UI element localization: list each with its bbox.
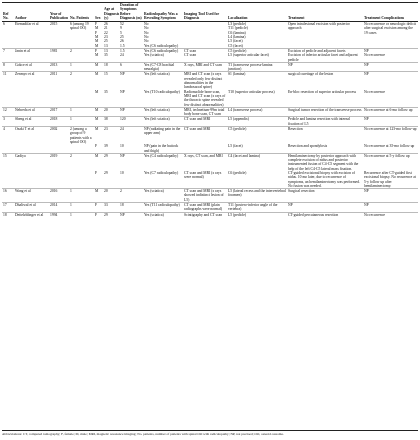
table-cell: 2016 bbox=[49, 189, 69, 203]
table-row bbox=[2, 171, 418, 189]
column-header: Imaging Tool Used for Diagnosis bbox=[183, 3, 227, 22]
column-header: Duration of Symptoms Before Diagnosis (m) bbox=[120, 3, 142, 20]
table-cell: Pedicle and lamina resection with internal fixation of L5 bbox=[287, 117, 363, 127]
table-cell: L3 (pedicle) T11 (pedicle) C6 (lamina) L4 (lamina) L5 (facet) C5 (facet) bbox=[228, 22, 248, 48]
table-cell: Nebreda et al bbox=[14, 107, 49, 117]
table-cell: L5 (superior articular facet) bbox=[228, 53, 269, 58]
table-cell: 2 bbox=[69, 48, 94, 53]
table-cell: NP (radiating pain in the upper arm) bbox=[143, 127, 183, 145]
table-cell: C5 (pedicle) bbox=[227, 127, 287, 145]
table-cell: NP bbox=[363, 117, 418, 127]
table-cell: No recurrence bbox=[364, 53, 385, 58]
table-cell: C4 (facet and lamina) bbox=[227, 153, 287, 171]
table-cell: 1 bbox=[69, 203, 94, 213]
table-cell: 120 bbox=[119, 117, 143, 127]
table-cell: M bbox=[95, 53, 99, 58]
literature-review-table bbox=[2, 2, 418, 217]
table-cell: NP bbox=[363, 62, 418, 72]
table-cell bbox=[2, 171, 14, 189]
table-cell: Surgical tumor resection of the transverse process bbox=[287, 107, 363, 117]
table-row bbox=[2, 90, 418, 108]
table-body bbox=[2, 22, 418, 217]
table-cell bbox=[2, 90, 14, 108]
table-cell: Zenmyo et al bbox=[14, 72, 49, 90]
table-cell: En-bloc resection of superior articular process bbox=[288, 89, 357, 94]
column-header: Treatment bbox=[287, 3, 363, 22]
column-header: No. Patients bbox=[69, 3, 94, 22]
column-header: Year of Publication bbox=[49, 3, 69, 22]
table-cell: 24 bbox=[119, 127, 143, 145]
table-cell: Dhaliwal et al bbox=[14, 203, 49, 213]
table-cell: 6 (among 19 spinal OO) bbox=[70, 22, 89, 31]
table-row bbox=[2, 212, 418, 217]
table-cell: No recurrence at 5-y follow up bbox=[363, 153, 418, 171]
table-cell: Open intralesional excision with posterior approach bbox=[288, 22, 350, 31]
table-cell: L5 (appendix) bbox=[227, 117, 287, 127]
table-row bbox=[2, 153, 418, 171]
table-row bbox=[2, 144, 418, 153]
table-cell: 2015 bbox=[50, 22, 58, 27]
table-cell: Radionuclide bone scan, MRI and CT scan (x rays of the thoracic spine revealed few distinct abnormalities) bbox=[184, 89, 226, 107]
table-cell: CT scan and MRI bbox=[183, 127, 227, 145]
table-cell: L5 (lateral recess and the intervertebral foramen) bbox=[227, 189, 287, 203]
table-cell: 2 (among a group of 9 patients with a spinal OO) bbox=[69, 127, 94, 145]
table-cell: Yes (sciatica) bbox=[143, 189, 183, 203]
table-header bbox=[2, 3, 418, 22]
table-cell: 2013 bbox=[49, 62, 69, 72]
table-cell: Scintigraphy and CT scan bbox=[183, 212, 227, 217]
table-cell: 1 bbox=[69, 212, 94, 217]
table-cell: 4 bbox=[2, 127, 14, 145]
table-cell: 1 bbox=[69, 189, 94, 203]
table-cell bbox=[2, 144, 14, 153]
table-cell: CT scan and MRI bbox=[183, 117, 227, 127]
table-cell: No recurrence bbox=[364, 89, 385, 94]
table-row bbox=[2, 127, 418, 145]
table-cell: NP bbox=[363, 48, 418, 53]
table-cell: T10 (superior articular process) bbox=[228, 89, 275, 94]
table-cell: 8 bbox=[2, 62, 14, 72]
table-cell: M bbox=[94, 117, 103, 127]
table-cell: 6 bbox=[3, 22, 5, 27]
table-cell: MRI, technetium-99m total body bone scan, CT scan bbox=[183, 107, 227, 117]
table-cell: 2017 bbox=[49, 107, 69, 117]
table-cell: NP bbox=[120, 89, 125, 94]
table-cell bbox=[69, 144, 94, 153]
table-cell: Hemilaminectomy by posterior approach with complete excision of nidus and posterior instrumented fusion of C4-C5 segment with the help of the left C4-C5 lateral mass fixation. bbox=[287, 153, 363, 171]
column-header: Author bbox=[14, 3, 49, 22]
table-cell: 35 bbox=[104, 89, 108, 94]
table-cell: L5 (facet) bbox=[228, 144, 243, 149]
table-cell bbox=[69, 171, 94, 189]
table-cell: CT scan and MRI (x rays showed indistinct lesion of L5) bbox=[183, 189, 227, 203]
column-header: Treatment Complications bbox=[363, 3, 418, 22]
table-cell: MRI and CT scan (x rays revealed only few distinct abnormalities in the lumbosacral spine) bbox=[183, 72, 227, 90]
table-cell: L5 (pedicle) bbox=[227, 212, 287, 217]
table-row bbox=[2, 189, 418, 203]
table-cell: Yes (left sciatica) bbox=[143, 117, 183, 127]
column-header: Age at Diagnosis (y) bbox=[103, 3, 119, 22]
table-cell: 2 bbox=[69, 153, 94, 171]
table-cell bbox=[14, 171, 49, 189]
table-cell: 26 21 22 23 25 13 bbox=[104, 22, 108, 48]
column-header: Radiculopathy Was a Revealing Symptom bbox=[143, 3, 183, 22]
table-cell: 20 bbox=[103, 189, 119, 203]
table-cell: M bbox=[95, 89, 99, 94]
table-cell: NP bbox=[119, 72, 143, 90]
table-cell: T1 (transverse process-lamina junction) bbox=[227, 62, 287, 72]
table-cell: F M F M M M bbox=[95, 22, 99, 48]
table-cell: Yes (C4 radiculopathy) bbox=[143, 153, 183, 171]
table-cell: Recurrence after CT-guided first excisional biopsy. No recurrence at 5-y follow up after hemilaminectomy. bbox=[364, 170, 416, 188]
table-cell: 17 bbox=[2, 203, 14, 213]
table-row bbox=[2, 53, 418, 62]
table-cell bbox=[49, 144, 69, 153]
table-cell: 16 bbox=[2, 189, 14, 203]
table-cell: No recurrence at 35-mo follow up bbox=[364, 144, 415, 149]
table-cell: NP bbox=[119, 153, 143, 171]
table-cell: Etemadifar et al bbox=[15, 22, 39, 27]
table-cell: Yes (left sciatica) bbox=[143, 107, 183, 117]
table-cell: Yes (sciatica) bbox=[143, 212, 183, 217]
table-cell: NP bbox=[287, 203, 363, 213]
table-cell: 2 bbox=[119, 189, 143, 203]
table-cell: F bbox=[94, 212, 103, 217]
table-cell: F bbox=[95, 144, 98, 149]
table-row bbox=[2, 107, 418, 117]
table-cell: Janin et al bbox=[14, 48, 49, 53]
table-cell: 7 bbox=[2, 48, 14, 53]
table-cell: Resection bbox=[287, 127, 363, 145]
table-cell: Yes (T10 radiculopathy) bbox=[144, 89, 180, 94]
table-cell: 2002 bbox=[49, 127, 69, 145]
table-cell: M bbox=[94, 189, 103, 203]
table-cell: CT scan bbox=[184, 53, 197, 58]
table-cell: Sheng et al bbox=[14, 117, 49, 127]
table-cell: Yes (C7 radiculopathy) bbox=[144, 170, 179, 175]
table-cell: 20 bbox=[103, 107, 119, 117]
table-cell: Yes (T11 radiculopathy) bbox=[143, 203, 183, 213]
table-row bbox=[2, 203, 418, 213]
table-cell bbox=[14, 53, 49, 62]
table-cell: Yes (left sciatica) bbox=[143, 72, 183, 90]
table-cell: Gokce et al bbox=[14, 62, 49, 72]
table-cell: T11 (postero-inferior angle of the vertebra) bbox=[227, 203, 287, 213]
table-cell bbox=[49, 53, 69, 62]
table-cell: 2019 bbox=[49, 153, 69, 171]
table-cell: C5 (pedicle) bbox=[227, 48, 287, 53]
table-cell: 18 bbox=[2, 212, 14, 217]
table-cell: Yes (sciatica) bbox=[144, 53, 164, 58]
table-row bbox=[2, 117, 418, 127]
table-cell: M bbox=[94, 127, 103, 145]
table-cell bbox=[183, 144, 227, 153]
table-cell: 1.5 bbox=[119, 48, 143, 53]
table-cell: 1994 bbox=[49, 212, 69, 217]
table-cell: 6 bbox=[119, 62, 143, 72]
table-cell: L4 (transverse process) bbox=[227, 107, 287, 117]
table-cell: 2 bbox=[69, 72, 94, 90]
table-cell bbox=[14, 90, 49, 108]
table-cell: M bbox=[94, 72, 103, 90]
abbreviations-footnote: Abbreviations: CT, computed tomography; F, female; M, male; MRI, magnetic resonance imaging; No. patients, number of patients with spinal OO with radiculopathy; NP, not precised; OO, osteoid osteoma. bbox=[2, 430, 418, 436]
table-cell bbox=[14, 144, 49, 153]
table-cell: NP bbox=[363, 72, 418, 90]
table-cell: 13 bbox=[103, 48, 119, 53]
column-header: Ref No. bbox=[2, 3, 14, 22]
table-cell: 2014 bbox=[49, 203, 69, 213]
table-cell: 1 bbox=[69, 107, 94, 117]
table-cell: NP bbox=[119, 107, 143, 117]
table-cell: Gadiya bbox=[14, 153, 49, 171]
table-cell: 2011 bbox=[49, 72, 69, 90]
table-cell: Resection and spondylosis bbox=[288, 144, 328, 149]
table-cell: 35 bbox=[104, 53, 108, 58]
table-cell: 39 bbox=[104, 144, 108, 149]
table-cell: 2018 bbox=[49, 117, 69, 127]
table-cell: C6 (pedicle) bbox=[228, 170, 247, 175]
table-cell: 38 bbox=[103, 117, 119, 127]
table-cell bbox=[49, 171, 69, 189]
table-cell: Excision of pedicle and adjacent facets bbox=[287, 48, 363, 53]
table-cell: 12 bbox=[2, 107, 14, 117]
table-row bbox=[2, 72, 418, 90]
table-cell: NP bbox=[363, 203, 418, 213]
table-cell: Excision of inferior articular facet and adjacent pedicle bbox=[288, 53, 358, 62]
table-cell: X rays, MRI and CT scan bbox=[183, 62, 227, 72]
table-cell: 29 bbox=[104, 170, 108, 175]
table-cell: Yes (C6 radiculopathy) bbox=[143, 48, 183, 53]
table-cell: surgical curettage of the lesion bbox=[287, 72, 363, 90]
table-cell: 3 bbox=[2, 117, 14, 127]
table-cell bbox=[49, 90, 69, 108]
table-cell: M bbox=[94, 153, 103, 171]
table-cell: NP (pain in the buttock and thigh) bbox=[144, 144, 179, 153]
table-row bbox=[2, 62, 418, 72]
table-cell: Deitelzblinger et al bbox=[14, 212, 49, 217]
table-cell: NP bbox=[287, 62, 363, 72]
table-cell: CT-guided percutaneous resection bbox=[287, 212, 363, 217]
table-cell: NP bbox=[363, 189, 418, 203]
table-cell bbox=[69, 90, 94, 108]
table-cell: 1 bbox=[69, 117, 94, 127]
table-cell: 10 bbox=[120, 170, 124, 175]
table-cell: S1 (lamina) bbox=[227, 72, 287, 90]
table-cell: 1981 bbox=[49, 48, 69, 53]
table-cell: CT scan and MRI (x rays were normal) bbox=[184, 170, 222, 180]
table-cell: No recurrence at 6-mo follow up bbox=[363, 107, 418, 117]
table-cell: 29 bbox=[103, 153, 119, 171]
table-cell: No recurrence at 123-mo follow-up bbox=[363, 127, 418, 145]
table-cell: CT-guided excisional biopsy with excision of nidus. 10 mo later, due to recurrence of symptoms, an hemilaminectomy was performed. No fusion was needed. bbox=[288, 170, 360, 188]
table-cell: No recurrence or neurologic deficit after surgical excision among the 19 cases bbox=[364, 22, 417, 35]
table-cell: Yes (C7-C8 brachial neuralgia) bbox=[143, 62, 183, 72]
table-cell: 24 bbox=[120, 53, 124, 58]
table-cell: F bbox=[94, 203, 103, 213]
table-cell: 18 bbox=[103, 62, 119, 72]
table-cell: X rays, CT scan, and MRI bbox=[183, 153, 227, 171]
table-cell: No No No No No Yes (C6 radiculopathy) bbox=[144, 22, 179, 48]
column-header: Sex bbox=[94, 3, 103, 22]
table-cell: 33 bbox=[103, 203, 119, 213]
table-cell: 10 bbox=[120, 144, 124, 149]
table-cell: No recurrence bbox=[363, 212, 418, 217]
table-cell: NP bbox=[119, 212, 143, 217]
table-cell: F bbox=[94, 48, 103, 53]
table-cell: F bbox=[95, 170, 98, 175]
table-row bbox=[2, 22, 418, 49]
table-cell: CT scan and MRI (plain radiographs were normal) bbox=[183, 203, 227, 213]
table-cell: 15 bbox=[2, 153, 14, 171]
table-cell: Ozaki T et al bbox=[14, 127, 49, 145]
table-cell: 11 bbox=[2, 72, 14, 90]
table-cell: M bbox=[94, 107, 103, 117]
table-cell: Wang et al bbox=[14, 189, 49, 203]
table-cell: CT scan bbox=[183, 48, 227, 53]
table-cell: 23 bbox=[103, 127, 119, 145]
table-cell: 15 bbox=[103, 72, 119, 90]
table-cell: 29 bbox=[103, 212, 119, 217]
table-cell: 18 bbox=[119, 203, 143, 213]
table-cell: 1 bbox=[69, 62, 94, 72]
table-cell: Surgical resection bbox=[287, 189, 363, 203]
table-cell bbox=[2, 53, 14, 62]
column-header: Localization bbox=[227, 3, 287, 22]
table-cell bbox=[69, 53, 94, 62]
table-cell: 52 9 5 25 26 1.5 bbox=[120, 22, 125, 48]
table-cell: M bbox=[94, 62, 103, 72]
table-cell bbox=[183, 22, 227, 49]
